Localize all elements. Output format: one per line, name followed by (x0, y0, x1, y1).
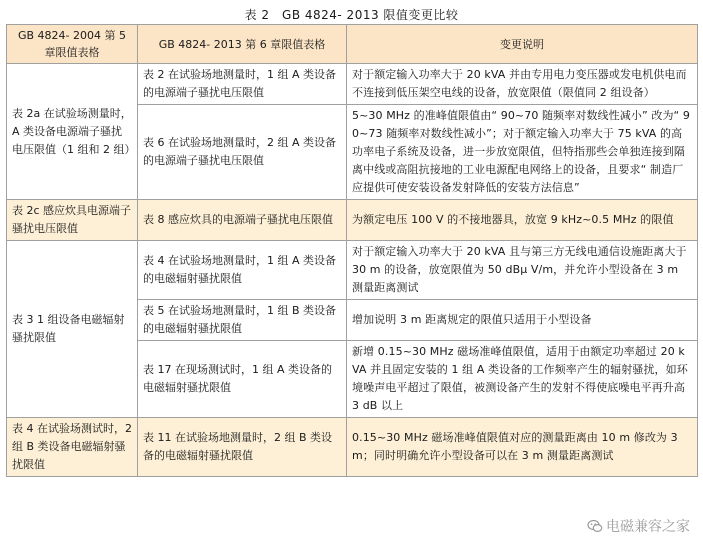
change-note-cell: 对于额定输入功率大于 20 kVA 且与第三方无线电通信设施距离大于 30 m 的设备，放宽限值为 50 dBμ V/m，并允许小型设备在 3 m 测量距离测试 (347, 241, 698, 300)
old-limit-cell: 表 2a 在试验场测量时，A 类设备电源端子骚扰电压限值（1 组和 2 组） (7, 64, 138, 200)
new-limit-cell: 表 6 在试验场地测量时，2 组 A 类设备的电源端子骚扰电压限值 (138, 105, 347, 200)
table-row (7, 418, 698, 477)
header-old-standard: GB 4824- 2004 第 5 章限值表格 (7, 25, 138, 64)
old-limit-cell: 表 4 在试验场测试时，2 组 B 类设备电磁辐射骚扰限值 (7, 418, 138, 477)
new-limit-cell: 表 5 在试验场地测量时，1 组 B 类设备的电磁辐射骚扰限值 (138, 300, 347, 341)
change-note-cell: 5~30 MHz 的准峰值限值由“ 90~70 随频率对数线性减小” 改为“ 90~73 随频率对数线性减小”；对于额定输入功率大于 75 kVA 的高功率电子系统及设备，进一步放宽限值，但特指那些会单独连接到隔离中线或高阻抗接地的工业电源配电网络上的设备，且要求“ 制造厂应提供可使安装设备发射降低的安装方法信息” (347, 105, 698, 200)
old-limit-cell: 表 3 1 组设备电磁辐射骚扰限值 (7, 241, 138, 418)
wechat-icon (587, 518, 603, 534)
change-note-cell: 为额定电压 100 V 的不接地器具，放宽 9 kHz~0.5 MHz 的限值 (347, 200, 698, 241)
change-note-cell: 新增 0.15~30 MHz 磁场准峰值限值，适用于由额定功率超过 20 kVA 并且固定安装的 1 组 A 类设备的工作频率产生的辐射骚扰，如环境噪声电平超过了限值，被测设备产生的发射不得使底噪电平再升高 3 dB 以上 (347, 341, 698, 418)
limits-comparison-table (6, 24, 698, 477)
header-change-note: 变更说明 (347, 25, 698, 64)
new-limit-cell: 表 8 感应炊具的电源端子骚扰电压限值 (138, 200, 347, 241)
header-new-standard: GB 4824- 2013 第 6 章限值表格 (138, 25, 347, 64)
table-row (7, 64, 698, 105)
new-limit-cell: 表 11 在试验场地测量时，2 组 B 类设备的电磁辐射骚扰限值 (138, 418, 347, 477)
change-note-cell: 增加说明 3 m 距离规定的限值只适用于小型设备 (347, 300, 698, 341)
old-limit-cell: 表 2c 感应炊具电源端子骚扰电压限值 (7, 200, 138, 241)
new-limit-cell: 表 2 在试验场地测量时，1 组 A 类设备的电源端子骚扰电压限值 (138, 64, 347, 105)
watermark (584, 516, 693, 536)
header-row (7, 25, 698, 64)
new-limit-cell: 表 17 在现场测试时，1 组 A 类设备的电磁辐射骚扰限值 (138, 341, 347, 418)
table-row (7, 241, 698, 300)
new-limit-cell: 表 4 在试验场地测量时，1 组 A 类设备的电磁辐射骚扰限值 (138, 241, 347, 300)
watermark-text: 电磁兼容之家 (606, 519, 690, 535)
change-note-cell: 0.15~30 MHz 磁场准峰值限值对应的测量距离由 10 m 修改为 3 m；同时明确允许小型设备可以在 3 m 测量距离测试 (347, 418, 698, 477)
table-row (7, 200, 698, 241)
table-caption: 表 2 GB 4824- 2013 限值变更比较 (244, 8, 459, 22)
change-note-cell: 对于额定输入功率大于 20 kVA 并由专用电力变压器或发电机供电而不连接到低压架空电线的设备，放宽限值（限值同 2 组设备） (347, 64, 698, 105)
